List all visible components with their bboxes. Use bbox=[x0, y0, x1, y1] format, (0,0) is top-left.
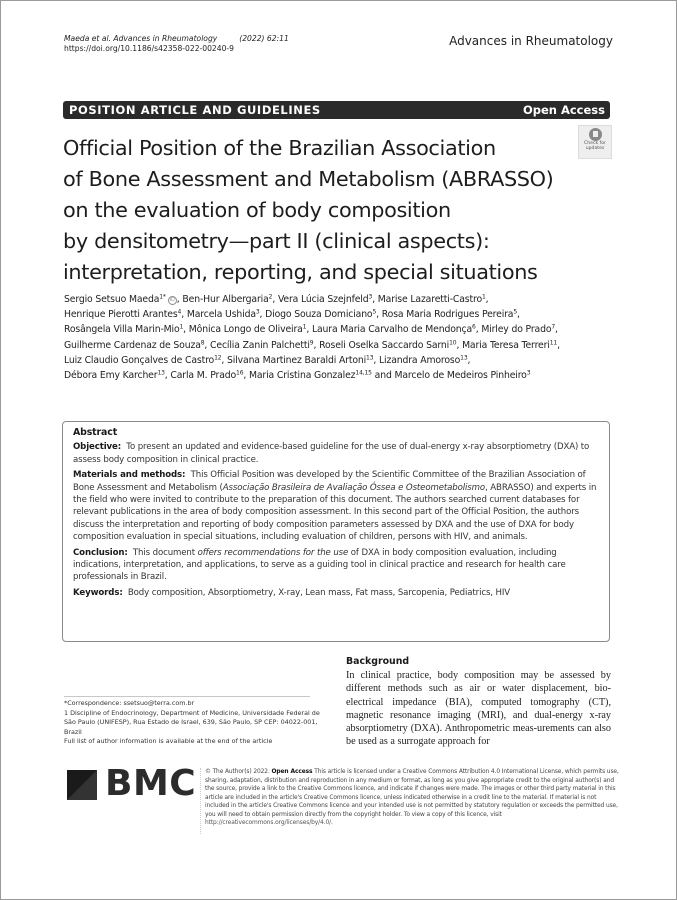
author-affiliation: 3 bbox=[368, 293, 373, 301]
author-affiliation: 5 bbox=[513, 308, 518, 316]
affiliation-1: 1 Discipline of Endocrinology, Department of Medicine, Universidade Federal de São Paulo (UNIFESP), Rua Estado de Israel, 639, São Paulo, SP CEP: 04022-001, Brazil bbox=[64, 708, 320, 736]
author[interactable] bbox=[378, 294, 486, 305]
running-header bbox=[64, 34, 289, 54]
author-name: Lizandra Amoroso bbox=[379, 354, 461, 366]
objective-text: To present an updated and evidence-based guideline for the use of dual-energy x-ray absorptiometry (DXA) to assess body composition in clinical practice. bbox=[73, 442, 590, 465]
author-affiliation: 3 bbox=[255, 308, 260, 316]
citation: Maeda et al. Advances in Rheumatology bbox=[64, 34, 218, 43]
keywords-text: Body composition, Absorptiometry, X-ray, Lean mass, Fat mass, Sarcopenia, Pediatrics, HIV bbox=[127, 587, 511, 598]
title-line: interpretation, reporting, and special situations bbox=[63, 260, 538, 284]
license-end: . bbox=[331, 820, 333, 826]
conclusion-text-2: of DXA in body composition evaluation, including indications, interpretation, and applications, to serve as a guiding tool in clinical practice and research for health care professionals in Brazil. bbox=[73, 547, 566, 583]
author-name: Marcelo de Medeiros Pinheiro bbox=[394, 370, 527, 382]
title-line: on the evaluation of body composition bbox=[63, 198, 451, 222]
author[interactable] bbox=[64, 370, 165, 381]
title-line: Official Position of the Brazilian Association bbox=[63, 136, 496, 160]
author-affiliation: 14,15 bbox=[355, 369, 372, 377]
article-type-banner bbox=[63, 101, 610, 119]
author-affiliation: 6 bbox=[472, 323, 476, 331]
background-heading: Background bbox=[346, 656, 410, 667]
author-name: Laura Maria Carvalho de Mendonça bbox=[311, 324, 473, 336]
author-name: Rosângela Villa Marin-Mio bbox=[64, 324, 180, 336]
methods-italic: Associação Brasileira de Avaliação Óssea e Osteometabolismo bbox=[222, 482, 486, 493]
doi-link[interactable]: https://doi.org/10.1186/s42358-022-00240-9 bbox=[64, 44, 234, 53]
author-name: Guilherme Cardenaz de Souza bbox=[64, 339, 201, 351]
abstract-conclusion bbox=[73, 547, 603, 584]
conclusion-label: Conclusion: bbox=[73, 547, 128, 558]
license-body: This article is licensed under a Creative Commons Attribution 4.0 International License, which permits use, sharing, adaptation, distribution and reproduction in any medium or format, as long as you give appropriate credit to the original author(s) and the source, provide a link to the Creative Commons licence, and indicate if changes were made. The images or other third party material in this article are included in the article's Creative Commons licence, unless indicated otherwise in a credit line to the material. If material is not included in the article's Creative Commons licence and your intended use is not permitted by statutory regulation or exceeds the permitted use, you will need to obtain permission directly from the copyright holder. To view a copy of this licence, visit bbox=[205, 769, 619, 818]
author-affiliation: 16 bbox=[236, 369, 244, 377]
author-name: Mônica Longo de Oliveira bbox=[188, 324, 303, 336]
abstract-keywords bbox=[73, 587, 603, 599]
check-updates-line2: updates bbox=[585, 146, 605, 151]
author[interactable] bbox=[64, 309, 181, 320]
methods-text: This Official Position was developed by the Scientific Committee of the Brazilian Association of Bone Assessment and Metabolism ( bbox=[73, 470, 586, 493]
correspondence-email[interactable]: *Correspondence: ssetsuo@terra.com.br bbox=[64, 699, 195, 707]
author-affiliation: 5 bbox=[372, 308, 377, 316]
author-name: Sergio Setsuo Maeda bbox=[64, 294, 160, 305]
keywords-label: Keywords: bbox=[73, 587, 123, 598]
author-name: Rosa Maria Rodrigues Pereira bbox=[381, 309, 514, 321]
author-affiliation: 4 bbox=[177, 308, 182, 316]
author-affiliation: 13 bbox=[157, 369, 165, 377]
open-access-label: Open Access bbox=[522, 103, 605, 117]
author-affiliation: 1* bbox=[159, 293, 166, 301]
author[interactable] bbox=[64, 355, 221, 366]
methods-text-2: , ABRASSO) and experts in the field who were invited to contribute to the preparation of this document. The authors searched current databases for relevant publications in the area of body composition assessment. In this second part of the Official Position, the authors discuss the interpretation and reporting of body composition parameters assessed by DXA and the use of DXA for body composition evaluation in special situations, including evaluation of children, persons with HIV, and animals. bbox=[73, 482, 597, 543]
abstract-methods bbox=[73, 469, 603, 543]
author[interactable] bbox=[64, 340, 204, 351]
author[interactable] bbox=[187, 309, 260, 320]
title-line: by densitometry—part II (clinical aspects): bbox=[63, 229, 490, 253]
author-name: Maria Teresa Terreri bbox=[462, 339, 550, 351]
author-affiliation: 1 bbox=[481, 293, 486, 301]
author-name: Luiz Claudio Gonçalves de Castro bbox=[64, 354, 215, 366]
author-affiliation: 8 bbox=[200, 339, 205, 347]
author-affiliation: 11 bbox=[549, 339, 558, 347]
author-list: Sergio Setsuo Maeda$^{1*}$ iD , Ben-Hur Albergaria$^2$, Vera Lúcia Szejnfeld$^3$, Marise Lazaretti-Castro$^1$, Henrique Pierotti Arantes$^4$, Marcela Ushida$^3$, Diogo Souza Domiciano$^5$, Rosa Maria Rodrigues Pereira$^5$, Rosângela Villa Marin-Mio$^1$, Mônica Longo de Oliveira$^1$, Laura Maria Carvalho de Mendonça$^6$, Mirley do Prado$^7$, Guilherme Cardenaz de Souza$^8$, Cecília Zanin Palchetti$^9$, Roseli Oselka Saccardo Sarni$^{10}$, Maria Teresa Terreri$^{11}$, Luiz Claudio Gonçalves de Castro$^{12}$, Silvana Martinez Baraldi Artoni$^{13}$, Lizandra Amoroso$^{13}$, Débora Emy Karcher$^{13}$, Carla M. Prado$^{16}$, Maria Cristina Gonzalez$^{14,15}$ and Marcelo de Medeiros Pinheiro$^3$ bbox=[64, 293, 560, 382]
check-updates-line1: Check for bbox=[584, 141, 606, 146]
license-text bbox=[205, 768, 619, 828]
author-name: Débora Emy Karcher bbox=[64, 370, 158, 382]
author-name: Marise Lazaretti-Castro bbox=[377, 294, 482, 305]
journal-name: Advances in Rheumatology bbox=[449, 34, 613, 48]
author-affiliation: 13 bbox=[460, 354, 468, 362]
author[interactable] bbox=[170, 370, 243, 381]
author-name: Maria Cristina Gonzalez bbox=[249, 370, 356, 382]
author-name: Mirley do Prado bbox=[481, 324, 552, 336]
objective-label: Objective: bbox=[73, 442, 122, 453]
author[interactable] bbox=[379, 355, 468, 366]
author[interactable] bbox=[319, 340, 456, 351]
author[interactable] bbox=[312, 324, 476, 335]
author[interactable] bbox=[64, 324, 183, 335]
bookmark-icon bbox=[589, 128, 602, 141]
author-name: Carla M. Prado bbox=[170, 370, 237, 382]
author-info-note: Full list of author information is available at the end of the article bbox=[64, 737, 273, 746]
author[interactable] bbox=[462, 340, 557, 351]
author-name: Cecília Zanin Palchetti bbox=[210, 339, 310, 351]
author[interactable] bbox=[182, 294, 272, 305]
orcid-icon[interactable]: iD bbox=[168, 296, 177, 305]
author-name: Diogo Souza Domiciano bbox=[265, 309, 373, 321]
check-for-updates-badge[interactable] bbox=[578, 125, 612, 159]
author-name: Silvana Martinez Baraldi Artoni bbox=[227, 354, 367, 366]
author[interactable] bbox=[249, 370, 372, 381]
author-affiliation: 10 bbox=[449, 339, 457, 347]
title-line: of Bone Assessment and Metabolism (ABRASSO) bbox=[63, 167, 554, 191]
footnote-divider bbox=[64, 696, 310, 697]
author-affiliation: 2 bbox=[268, 293, 273, 301]
copyright: © The Author(s) 2022. bbox=[205, 769, 270, 775]
bmc-wordmark: BMC bbox=[105, 763, 197, 804]
author-name: Ben-Hur Albergaria bbox=[182, 294, 269, 305]
methods-label: Materials and methods: bbox=[73, 470, 186, 481]
author[interactable] bbox=[278, 294, 372, 305]
author-affiliation: 1 bbox=[302, 323, 307, 331]
conclusion-italic: offers recommendations for the use bbox=[197, 547, 349, 558]
author[interactable] bbox=[227, 355, 373, 366]
author-affiliation: 12 bbox=[214, 354, 222, 362]
author[interactable] bbox=[64, 294, 177, 305]
author-affiliation: 1 bbox=[179, 323, 184, 331]
author[interactable] bbox=[265, 309, 376, 320]
author[interactable] bbox=[382, 309, 517, 320]
author-affiliation: 13 bbox=[366, 354, 374, 362]
background-text: In clinical practice, body composition may be assessed by different methods such as air or water displacement, bio-electrical impedance (BIA), computed tomography (CT), magnetic resonance imaging (MRI), and dual-energy x-ray absorptiometry (DXA). Anthropometric meas-urements can also be used as a surrogate approach for bbox=[346, 670, 611, 748]
abstract-objective bbox=[73, 441, 603, 466]
author-affiliation: 3 bbox=[526, 369, 531, 377]
license-open-access: Open Access bbox=[271, 769, 313, 775]
article-type: POSITION ARTICLE AND GUIDELINES bbox=[69, 103, 321, 117]
article-title bbox=[63, 133, 583, 288]
bmc-square-icon bbox=[67, 770, 97, 800]
author-name: Roseli Oselka Saccardo Sarni bbox=[319, 339, 450, 351]
author-name: Vera Lúcia Szejnfeld bbox=[277, 294, 369, 305]
logo-divider bbox=[200, 768, 201, 834]
correspondence-footnote bbox=[64, 699, 324, 747]
author[interactable] bbox=[210, 340, 313, 351]
abstract-heading: Abstract bbox=[73, 427, 118, 438]
author-affiliation: 7 bbox=[551, 323, 556, 331]
author-name: Henrique Pierotti Arantes bbox=[64, 309, 178, 321]
conclusion-text: This document bbox=[132, 547, 196, 558]
author[interactable] bbox=[481, 324, 555, 335]
author[interactable] bbox=[395, 370, 531, 381]
author[interactable] bbox=[189, 324, 307, 335]
author-name: Marcela Ushida bbox=[186, 309, 256, 321]
year-volume: (2022) 62:11 bbox=[239, 34, 289, 43]
abstract-box bbox=[62, 421, 610, 642]
author-affiliation: 9 bbox=[309, 339, 314, 347]
license-url[interactable]: http://creativecommons.org/licenses/by/4.0/ bbox=[205, 820, 331, 826]
